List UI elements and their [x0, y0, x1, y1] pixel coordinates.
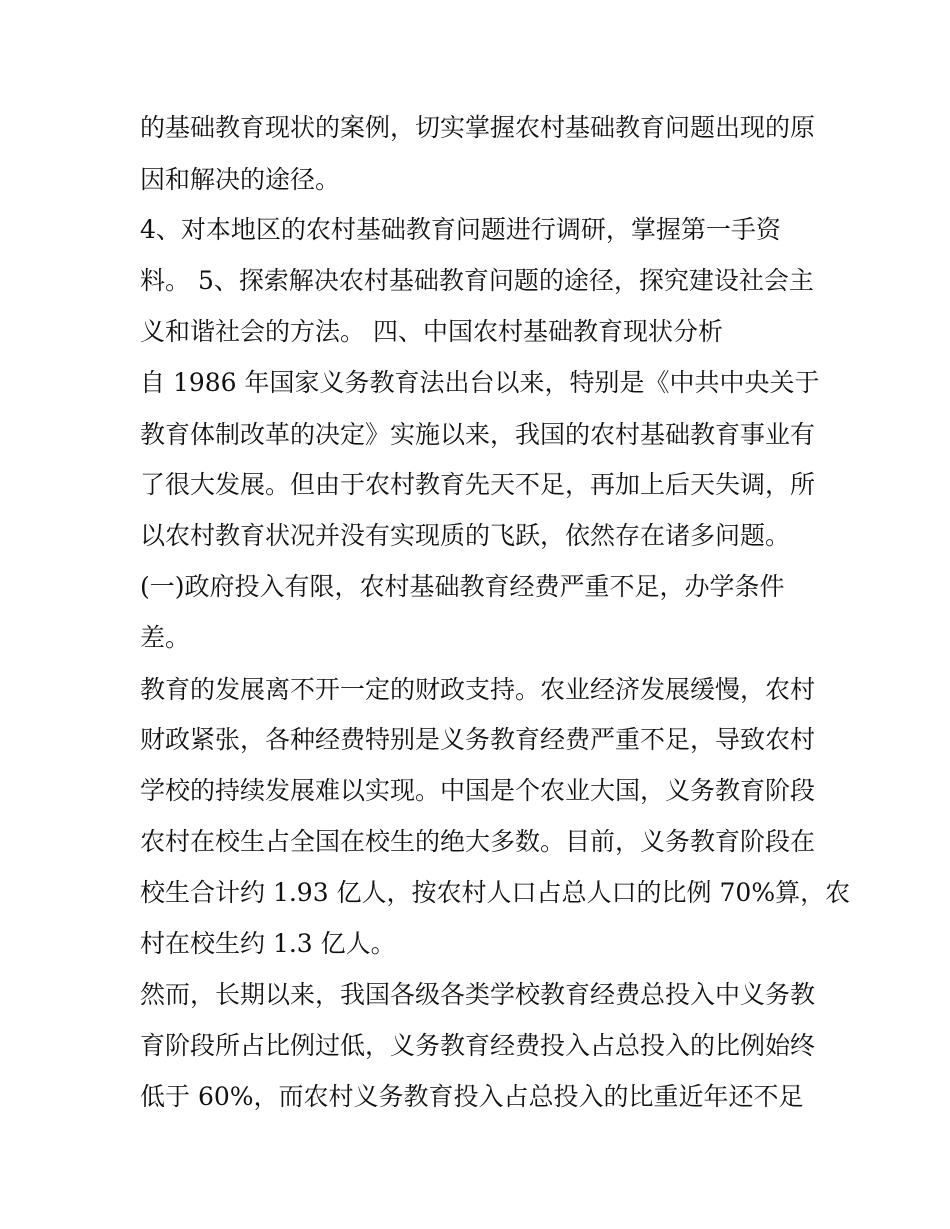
- text-line: 教育体制改革的决定》实施以来，我国的农村基础教育事业有: [140, 420, 816, 449]
- text-line: 的基础教育现状的案例，切实掌握农村基础教育问题出现的原: [140, 113, 816, 142]
- text-line: 学校的持续发展难以实现。中国是个农业大国，义务教育阶段: [140, 776, 816, 805]
- text-line: 料。 5、探索解决农村基础教育问题的途径，探究建设社会主: [140, 266, 814, 295]
- text-line: 自 1986 年国家义务教育法出台以来，特别是《中共中央关于: [140, 368, 820, 397]
- text-line: 农村在校生占全国在校生的绝大多数。目前，义务教育阶段在: [140, 827, 816, 856]
- text-line: 因和解决的途径。: [140, 165, 341, 194]
- text-line: 然而，长期以来，我国各级各类学校教育经费总投入中义务教: [140, 980, 816, 1009]
- text-line: 育阶段所占比例过低，义务教育经费投入占总投入的比例始终: [140, 1031, 816, 1060]
- section-heading: 差。: [140, 623, 191, 652]
- text-line: 4、对本地区的农村基础教育问题进行调研，掌握第一手资: [140, 215, 781, 244]
- text-line: 财政紧张，各种经费特别是义务教育经费严重不足，导致农村: [140, 725, 816, 754]
- text-line: 义和谐社会的方法。 四、中国农村基础教育现状分析: [140, 317, 723, 346]
- text-line: 校生合计约 1.93 亿人，按农村人口占总人口的比例 70%算，农: [140, 878, 851, 907]
- text-line: 以农村教育状况并没有实现质的飞跃，依然存在诸多问题。: [140, 521, 791, 550]
- text-line: 教育的发展离不开一定的财政支持。农业经济发展缓慢，农村: [140, 675, 816, 704]
- text-line: 了很大发展。但由于农村教育先天不足，再加上后天失调，所: [140, 470, 816, 499]
- section-heading: (一)政府投入有限，农村基础教育经费严重不足，办学条件: [140, 572, 785, 601]
- text-line: 低于 60%，而农村义务教育投入占总投入的比重近年还不足: [140, 1082, 804, 1111]
- text-line: 村在校生约 1.3 亿人。: [140, 929, 396, 958]
